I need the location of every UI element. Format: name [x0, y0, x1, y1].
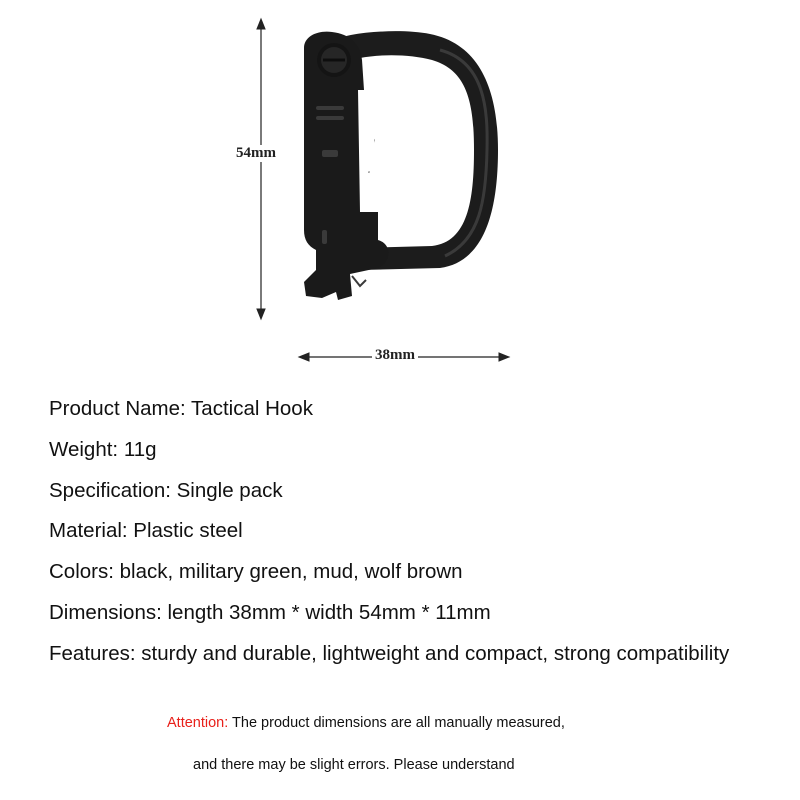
spec-features: Features: sturdy and durable, lightweight and compact, strong compatibility	[49, 641, 730, 665]
attention-label: Attention:	[167, 715, 229, 731]
spec-weight: Weight: 11g	[49, 437, 157, 461]
attention-note-line2	[0, 757, 800, 773]
width-dimension-label: 38mm	[372, 347, 418, 364]
spec-product-name: Product Name: Tactical Hook	[49, 397, 313, 420]
spec-dimensions: Dimensions: length 38mm * width 54mm * 11mm	[49, 600, 491, 624]
attention-text-line2: and there may be slight errors. Please understand	[193, 757, 515, 773]
spec-colors: Colors: black, military green, mud, wolf brown	[49, 560, 463, 584]
spec-list	[49, 394, 729, 680]
d-ring-hook-icon	[304, 31, 498, 300]
attention-note-line1	[0, 715, 800, 731]
attention-text-line1: The product dimensions are all manually measured,	[228, 715, 565, 731]
spec-material: Material: Plastic steel	[49, 519, 243, 543]
spec-specification: Specification: Single pack	[49, 478, 283, 502]
height-dimension-label: 54mm	[233, 145, 279, 162]
